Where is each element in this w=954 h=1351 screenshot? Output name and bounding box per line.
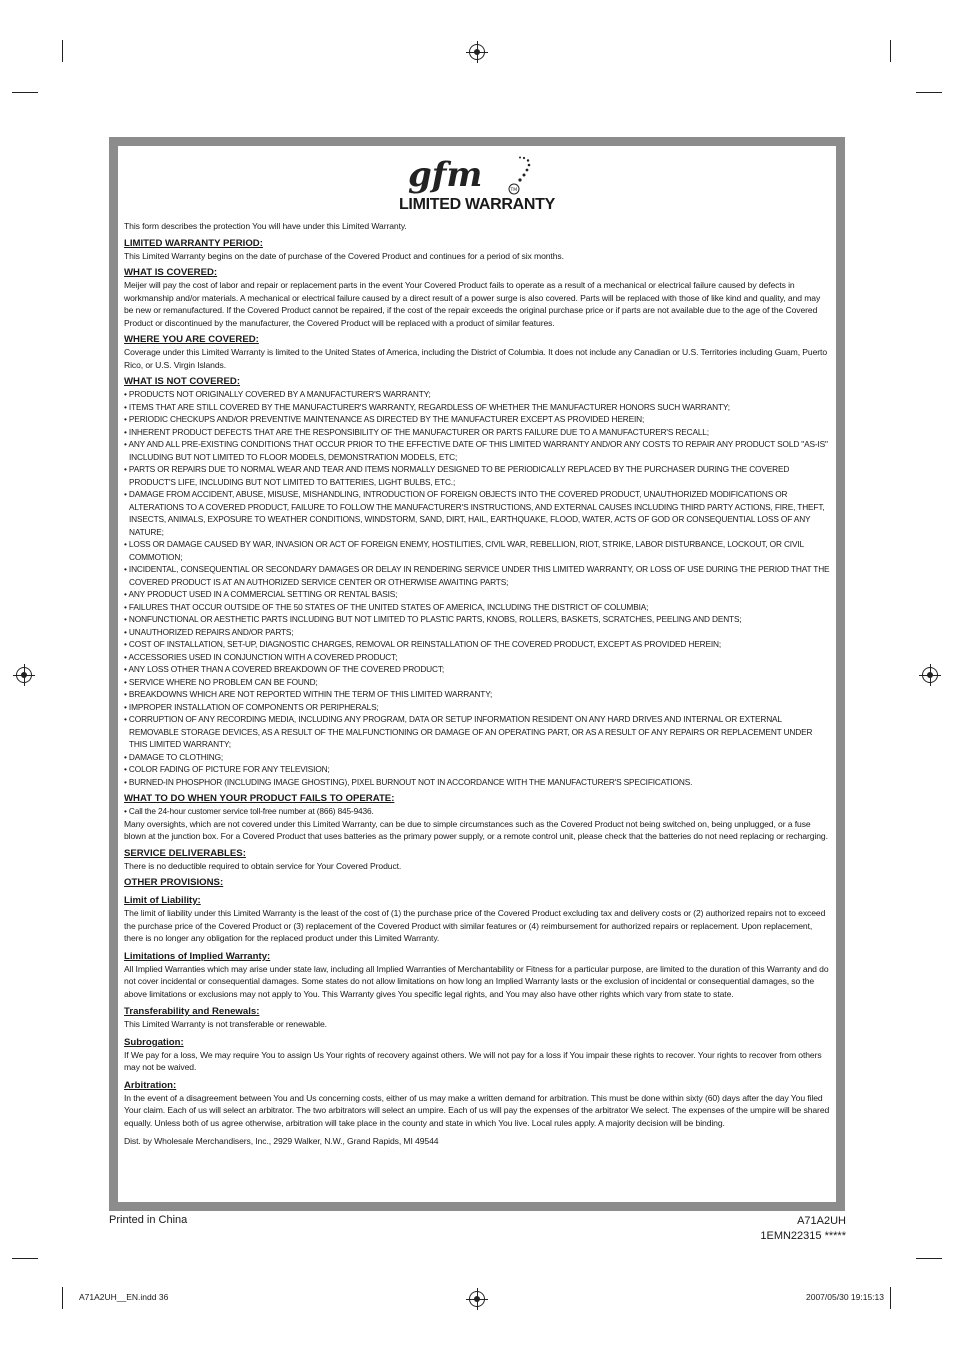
subheading-liability: Limit of Liability: bbox=[124, 895, 201, 906]
section-text-fails: Many oversights, which are not covered under this Limited Warranty, can be due to simple circumstances such as the Covered Product not being switched on, being unplugged, or a fuse blown at the junction box. For a Covered Product that uses batteries as the primary power supply, or a remote control unit, please check that the batteries do not need replacing or recharging. bbox=[124, 818, 828, 841]
warranty-panel bbox=[118, 146, 836, 1202]
section-heading-fails: WHAT TO DO WHEN YOUR PRODUCT FAILS TO OPERATE: bbox=[124, 793, 395, 804]
svg-text:gfm: gfm bbox=[408, 156, 483, 195]
list-item: • NONFUNCTIONAL OR AESTHETIC PARTS INCLUDING BUT NOT LIMITED TO PLASTIC PARTS, KNOBS, ROLLERS, BASKETS, SCRATCHES, PEELING AND DENTS; bbox=[124, 613, 830, 626]
list-item: • LOSS OR DAMAGE CAUSED BY WAR, INVASION OR ACT OF FOREIGN ENEMY, HOSTILITIES, CIVIL WAR, REBELLION, RIOT, STRIKE, LABOR DISTURBANCE, LOCKOUT, OR CIVIL COMMOTION; bbox=[124, 538, 830, 563]
section-heading-where: WHERE YOU ARE COVERED: bbox=[124, 334, 259, 345]
list-item: • ITEMS THAT ARE STILL COVERED BY THE MANUFACTURER'S WARRANTY, REGARDLESS OF WHETHER THE MANUFACTURER HONORS SUCH WARRANTY; bbox=[124, 401, 830, 414]
subheading-subrogation: Subrogation: bbox=[124, 1036, 184, 1048]
crop-mark bbox=[12, 92, 38, 93]
gfm-logo-icon bbox=[402, 156, 552, 196]
section-text-deliverables: There is no deductible required to obtain service for Your Covered Product. bbox=[124, 860, 402, 871]
crop-mark bbox=[890, 1287, 891, 1309]
list-item: • DAMAGE FROM ACCIDENT, ABUSE, MISUSE, MISHANDLING, INTRODUCTION OF FOREIGN OBJECTS INTO THE COVERED PRODUCT, UNAUTHORIZED MODIFICATIONS OR ALTERATIONS TO A COVERED PRODUCT, FAILURE TO FOLLOW THE MANUFACTURER'S INSTRUCTIONS, AND EXTERNAL CAUSES INCLUDING THIRD PARTY ACTIONS, FIRE, THEFT, INSECTS, ANIMALS, EXPOSURE TO WEATHER CONDITIONS, WINDSTORM, SAND, DIRT, HAIL, EARTHQUAKE, FLOOD, WATER, ACTS OF GOD OR CONSEQUENTIAL LOSS OF ANY NATURE; bbox=[124, 488, 830, 538]
section-text-liability: The limit of liability under this Limited Warranty is the least of the cost of (1) the purchase price of the Covered Product excluding tax and delivery costs or (2) authorized repairs not to exceed the purchase price of the Covered Product or (3) replacement of the Covered Product with similar features or (4) reimbursement for authorized repairs or replacement. Upon replacement, there is no longer any obligation for the replaced product under this Limited Warranty. bbox=[124, 908, 826, 943]
svg-text:TM: TM bbox=[510, 188, 518, 193]
list-item: • COST OF INSTALLATION, SET-UP, DIAGNOSTIC CHARGES, REMOVAL OR REINSTALLATION OF THE COVERED PRODUCT, EXCEPT AS PROVIDED HEREIN; bbox=[124, 638, 830, 651]
section-heading-other: OTHER PROVISIONS: bbox=[124, 877, 224, 888]
list-item: • DAMAGE TO CLOTHING; bbox=[124, 751, 830, 764]
section-text-covered: Meijer will pay the cost of labor and repair or replacement parts in the event Your Covered Product fails to operate as a result of a mechanical or electrical failure caused by defects in workmanship and/or materials. A mechanical or electrical failure caused by a direct result of a power surge is also covered. Parts will be replaced with those of like kind and quality, and may be new or remanufactured. If the Covered Product cannot be repaired, if the cost of the repair exceeds the original purchase price or if parts are not available due to the age of the Covered Product or discontinued by the manufacturer, the Covered Product will be replaced with a product of similar features. bbox=[124, 280, 821, 328]
warranty-frame bbox=[109, 137, 845, 1211]
registration-mark-icon bbox=[16, 667, 32, 683]
part-code: 1EMN22315 ***** bbox=[760, 1230, 846, 1242]
list-item: • CORRUPTION OF ANY RECORDING MEDIA, INCLUDING ANY PROGRAM, DATA OR SETUP INFORMATION RESIDENT ON ANY HARD DRIVES AND INTERNAL OR EXTERNAL REMOVABLE STORAGE DEVICES, AS A RESULT OF THE MALFUNCTIONING OR DAMAGE OF AN OPERATING PART, OR AS A RESULT OF ANY REPAIRS OR REPLACEMENT UNDER THIS LIMITED WARRANTY; bbox=[124, 713, 830, 751]
crop-mark bbox=[62, 1287, 63, 1309]
list-item: • ANY AND ALL PRE-EXISTING CONDITIONS THAT OCCUR PRIOR TO THE EFFECTIVE DATE OF THIS LIMITED WARRANTY AND/OR ANY COSTS TO REPAIR ANY PRODUCT SOLD "AS-IS" INCLUDING BUT NOT LIMITED TO FLOOR MODELS, DEMONSTRATION MODELS, ETC; bbox=[124, 438, 830, 463]
registration-mark-icon bbox=[469, 1291, 485, 1307]
page-title: LIMITED WARRANTY bbox=[398, 196, 556, 213]
model-number: A71A2UH bbox=[797, 1215, 846, 1227]
registration-mark-icon bbox=[469, 44, 485, 60]
registration-mark-icon bbox=[922, 667, 938, 683]
distributor-text: Dist. by Wholesale Merchandisers, Inc., 2929 Walker, N.W., Grand Rapids, MI 49544 bbox=[124, 1136, 439, 1146]
crop-mark bbox=[62, 40, 63, 62]
crop-mark bbox=[916, 1258, 942, 1259]
subheading-transfer: Transferability and Renewals: bbox=[124, 1006, 260, 1017]
section-heading-not-covered: WHAT IS NOT COVERED: bbox=[124, 376, 241, 387]
list-item: • SERVICE WHERE NO PROBLEM CAN BE FOUND; bbox=[124, 676, 830, 689]
list-item: • BREAKDOWNS WHICH ARE NOT REPORTED WITHIN THE TERM OF THIS LIMITED WARRANTY; bbox=[124, 688, 830, 701]
gfm-logo bbox=[124, 156, 830, 196]
intro-text: This form describes the protection You will have under this Limited Warranty. bbox=[124, 221, 407, 231]
not-covered-list bbox=[124, 388, 830, 788]
list-item: • PARTS OR REPAIRS DUE TO NORMAL WEAR AND TEAR AND ITEMS NORMALLY DESIGNED TO BE PERIODICALLY REPLACED BY THE PURCHASER DURING THE COVERED PRODUCT'S LIFE, INCLUDING BUT NOT LIMITED TO BATTERIES, LIGHT BULBS, ETC.; bbox=[124, 463, 830, 488]
list-item: • ACCESSORIES USED IN CONJUNCTION WITH A COVERED PRODUCT; bbox=[124, 651, 830, 664]
list-item: • INHERENT PRODUCT DEFECTS THAT ARE THE RESPONSIBILITY OF THE MANUFACTURER OR PARTS FAILURE DUE TO A MANUFACTURER'S RECALL; bbox=[124, 426, 830, 439]
subheading-arbitration: Arbitration: bbox=[124, 1079, 177, 1091]
crop-mark bbox=[12, 1258, 38, 1259]
crop-mark bbox=[916, 92, 942, 93]
section-text-implied: All Implied Warranties which may arise under state law, including all Implied Warranties of Merchantability or Fitness for a particular purpose, are limited to the duration of this Warranty and do not cover incidental or consequential damages. Some states do not allow limitations on how long an Implied Warranty lasts or the exclusion of incidental or consequential damages, so the above limitations or exclusions may not apply to You. This Warranty gives You specific legal rights, and You may also have other rights which vary from state to state. bbox=[124, 963, 829, 999]
section-text-subrogation: If We pay for a loss, We may require You to assign Us Your rights of recovery against others. We will not pay for a loss if You impair these rights to recover. Your rights to recover from others may not be waived. bbox=[124, 1049, 822, 1072]
section-text-transfer: This Limited Warranty is not transferable or renewable. bbox=[124, 1019, 327, 1029]
list-item: • IMPROPER INSTALLATION OF COMPONENTS OR PERIPHERALS; bbox=[124, 701, 830, 714]
list-item: • PERIODIC CHECKUPS AND/OR PREVENTIVE MAINTENANCE AS DIRECTED BY THE MANUFACTURER EXCEPT AS PROVIDED HEREIN; bbox=[124, 413, 830, 426]
slug-file: A71A2UH__EN.indd 36 bbox=[79, 1292, 169, 1302]
section-heading-period: LIMITED WARRANTY PERIOD: bbox=[124, 237, 263, 249]
section-heading-covered: WHAT IS COVERED: bbox=[124, 267, 218, 278]
list-item: • ANY PRODUCT USED IN A COMMERCIAL SETTING OR RENTAL BASIS; bbox=[124, 588, 830, 601]
section-text-where: Coverage under this Limited Warranty is limited to the United States of America, including the District of Columbia. It does not include any Canadian or U.S. Territories including Guam, Puerto Rico, or U.S. Virgin Islands. bbox=[124, 347, 828, 370]
list-item: • ANY LOSS OTHER THAN A COVERED BREAKDOWN OF THE COVERED PRODUCT; bbox=[124, 663, 830, 676]
crop-mark bbox=[890, 40, 891, 62]
list-item: • PRODUCTS NOT ORIGINALLY COVERED BY A MANUFACTURER'S WARRANTY; bbox=[124, 388, 830, 401]
model-codes bbox=[760, 1214, 846, 1244]
list-item: • Call the 24-hour customer service toll-free number at (866) 845-9436. bbox=[124, 805, 830, 818]
printed-in-label: Printed in China bbox=[109, 1214, 188, 1226]
section-heading-deliverables: SERVICE DELIVERABLES: bbox=[124, 847, 246, 859]
slug-timestamp: 2007/05/30 19:15:13 bbox=[806, 1292, 884, 1302]
list-item: • COLOR FADING OF PICTURE FOR ANY TELEVISION; bbox=[124, 763, 830, 776]
fails-list bbox=[124, 805, 830, 818]
list-item: • UNAUTHORIZED REPAIRS AND/OR PARTS; bbox=[124, 626, 830, 639]
list-item: • FAILURES THAT OCCUR OUTSIDE OF THE 50 STATES OF THE UNITED STATES OF AMERICA, INCLUDING THE DISTRICT OF COLUMBIA; bbox=[124, 601, 830, 614]
list-item: • BURNED-IN PHOSPHOR (INCLUDING IMAGE GHOSTING), PIXEL BURNOUT NOT IN ACCORDANCE WITH THE MANUFACTURER'S SPECIFICATIONS. bbox=[124, 776, 830, 789]
section-text-period: This Limited Warranty begins on the date of purchase of the Covered Product and continues for a period of six months. bbox=[124, 250, 564, 261]
section-text-arbitration: In the event of a disagreement between You and Us concerning costs, either of us may make a written demand for arbitration. This must be done within sixty (60) days after the day You filed Your claim. Each of us will select an arbitrator. The two arbitrators will select an umpire. Each of us will pay the expenses of the arbitrator We select. The expenses of the umpire will be shared equally. Unless both of us agree otherwise, arbitration will take place in the county and state in which You live. Local rules apply. A majority decision will be binding. bbox=[124, 1092, 830, 1128]
subheading-implied: Limitations of Implied Warranty: bbox=[124, 950, 271, 962]
list-item: • INCIDENTAL, CONSEQUENTIAL OR SECONDARY DAMAGES OR DELAY IN RENDERING SERVICE UNDER THIS LIMITED WARRANTY, OR LOSS OF USE DURING THE PERIOD THAT THE COVERED PRODUCT IS AT AN AUTHORIZED SERVICE CENTER OR OTHERWISE AWAITING PARTS; bbox=[124, 563, 830, 588]
